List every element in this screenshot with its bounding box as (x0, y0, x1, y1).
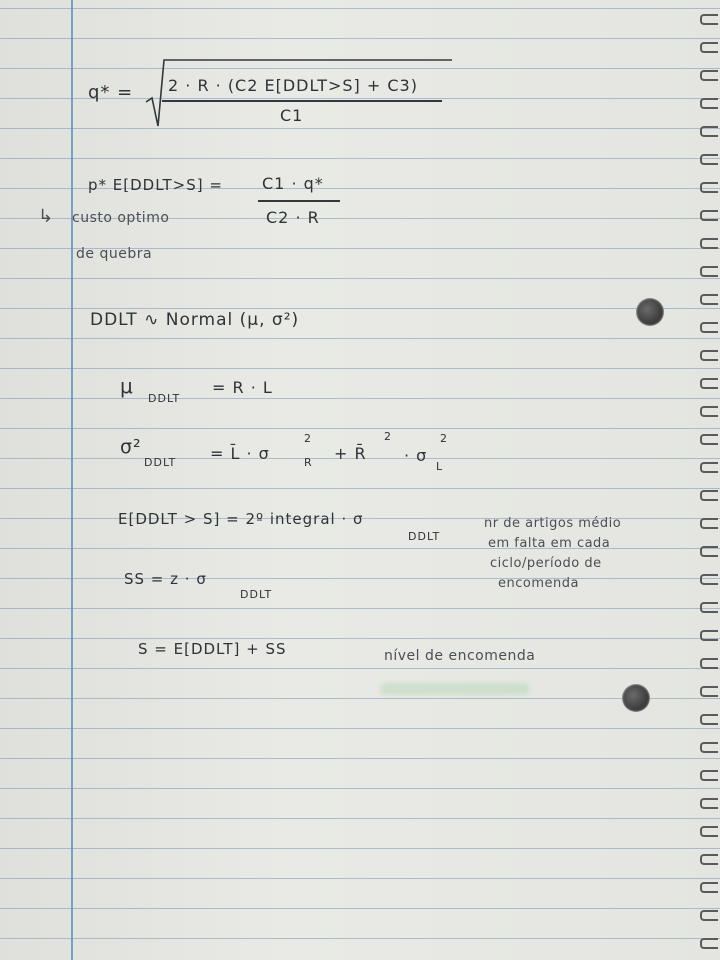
spiral-coil (700, 42, 718, 53)
mu-symbol: μ (120, 374, 134, 398)
spiral-coil (700, 322, 718, 333)
p-star-note-line2: de quebra (76, 246, 153, 262)
q-star-denominator: C1 (280, 106, 304, 125)
sigma-rhs-part2: + R̄ (334, 444, 367, 463)
q-star-numerator: 2 · R · (C2 E[DDLT>S] + C3) (168, 76, 418, 95)
spiral-coil (700, 854, 718, 865)
p-star-fraction-bar (258, 200, 340, 202)
sigma-rhs-sup1: 2 (304, 432, 312, 445)
spiral-coil (700, 546, 718, 557)
sigma-subscript: DDLT (144, 456, 177, 469)
spiral-coil (700, 686, 718, 697)
spiral-coil (700, 490, 718, 501)
shortage-note-line2: em falta em cada (488, 536, 611, 551)
sigma-rhs-sup3: 2 (440, 432, 448, 445)
margin-line (71, 0, 73, 960)
spiral-coil (700, 574, 718, 585)
spiral-coil (700, 938, 718, 949)
p-star-note-line1: custo optimo (72, 210, 170, 226)
spiral-coil (700, 70, 718, 81)
sigma-rhs-part3: · σ (404, 446, 428, 465)
spiral-coil (700, 602, 718, 613)
expected-shortage-lhs: E[DDLT > S] = 2º integral · σ (118, 510, 364, 528)
reorder-level-formula: S = E[DDLT] + SS (138, 640, 287, 658)
shortage-note-line1: nr de artigos médio (484, 516, 622, 531)
spiral-coil (700, 658, 718, 669)
spiral-coil (700, 350, 718, 361)
p-star-denominator: C2 · R (266, 208, 320, 227)
reorder-level-note: nível de encomenda (384, 648, 536, 664)
spiral-coil (700, 154, 718, 165)
spiral-coil (700, 182, 718, 193)
spiral-coil (700, 406, 718, 417)
q-star-fraction-bar (162, 100, 442, 102)
spiral-coil (700, 238, 718, 249)
spiral-coil (700, 266, 718, 277)
sigma-symbol: σ² (120, 436, 142, 458)
spiral-coil (700, 630, 718, 641)
sigma-rhs-sup2: 2 (384, 430, 392, 443)
mu-subscript: DDLT (148, 392, 181, 405)
sigma-rhs-sub3: L (436, 460, 444, 473)
spiral-coil (700, 742, 718, 753)
shortage-note-line3: ciclo/período de (490, 556, 602, 571)
spiral-coil (700, 434, 718, 445)
p-star-lhs: p* E[DDLT>S] = (88, 176, 223, 194)
mu-rhs: = R · L (212, 378, 273, 397)
sigma-rhs-part1: = L̄ · σ (210, 444, 270, 463)
spiral-coil (700, 910, 718, 921)
spiral-coil (700, 14, 718, 25)
highlighter-smudge (380, 683, 530, 695)
spiral-coil (700, 518, 718, 529)
q-star-lhs: q* = (88, 82, 134, 103)
spiral-coil (700, 882, 718, 893)
distribution-line: DDLT ∿ Normal (μ, σ²) (90, 310, 300, 330)
punch-hole-bottom (622, 684, 650, 712)
spiral-coil (700, 126, 718, 137)
safety-stock-subscript: DDLT (240, 588, 273, 601)
spiral-coil (700, 462, 718, 473)
spiral-coil (700, 378, 718, 389)
spiral-coil (700, 826, 718, 837)
spiral-coil (700, 714, 718, 725)
shortage-note-line4: encomenda (498, 576, 579, 591)
spiral-coil (700, 770, 718, 781)
spiral-coil (700, 798, 718, 809)
spiral-coil (700, 98, 718, 109)
spiral-binding (696, 0, 720, 960)
punch-hole-top (636, 298, 664, 326)
spiral-coil (700, 210, 718, 221)
arrow-icon: ↳ (38, 206, 54, 227)
sigma-rhs-sub1: R (304, 456, 313, 469)
safety-stock-lhs: SS = z · σ (124, 570, 207, 588)
expected-shortage-subscript: DDLT (408, 530, 441, 543)
p-star-numerator: C1 · q* (262, 174, 324, 193)
spiral-coil (700, 294, 718, 305)
